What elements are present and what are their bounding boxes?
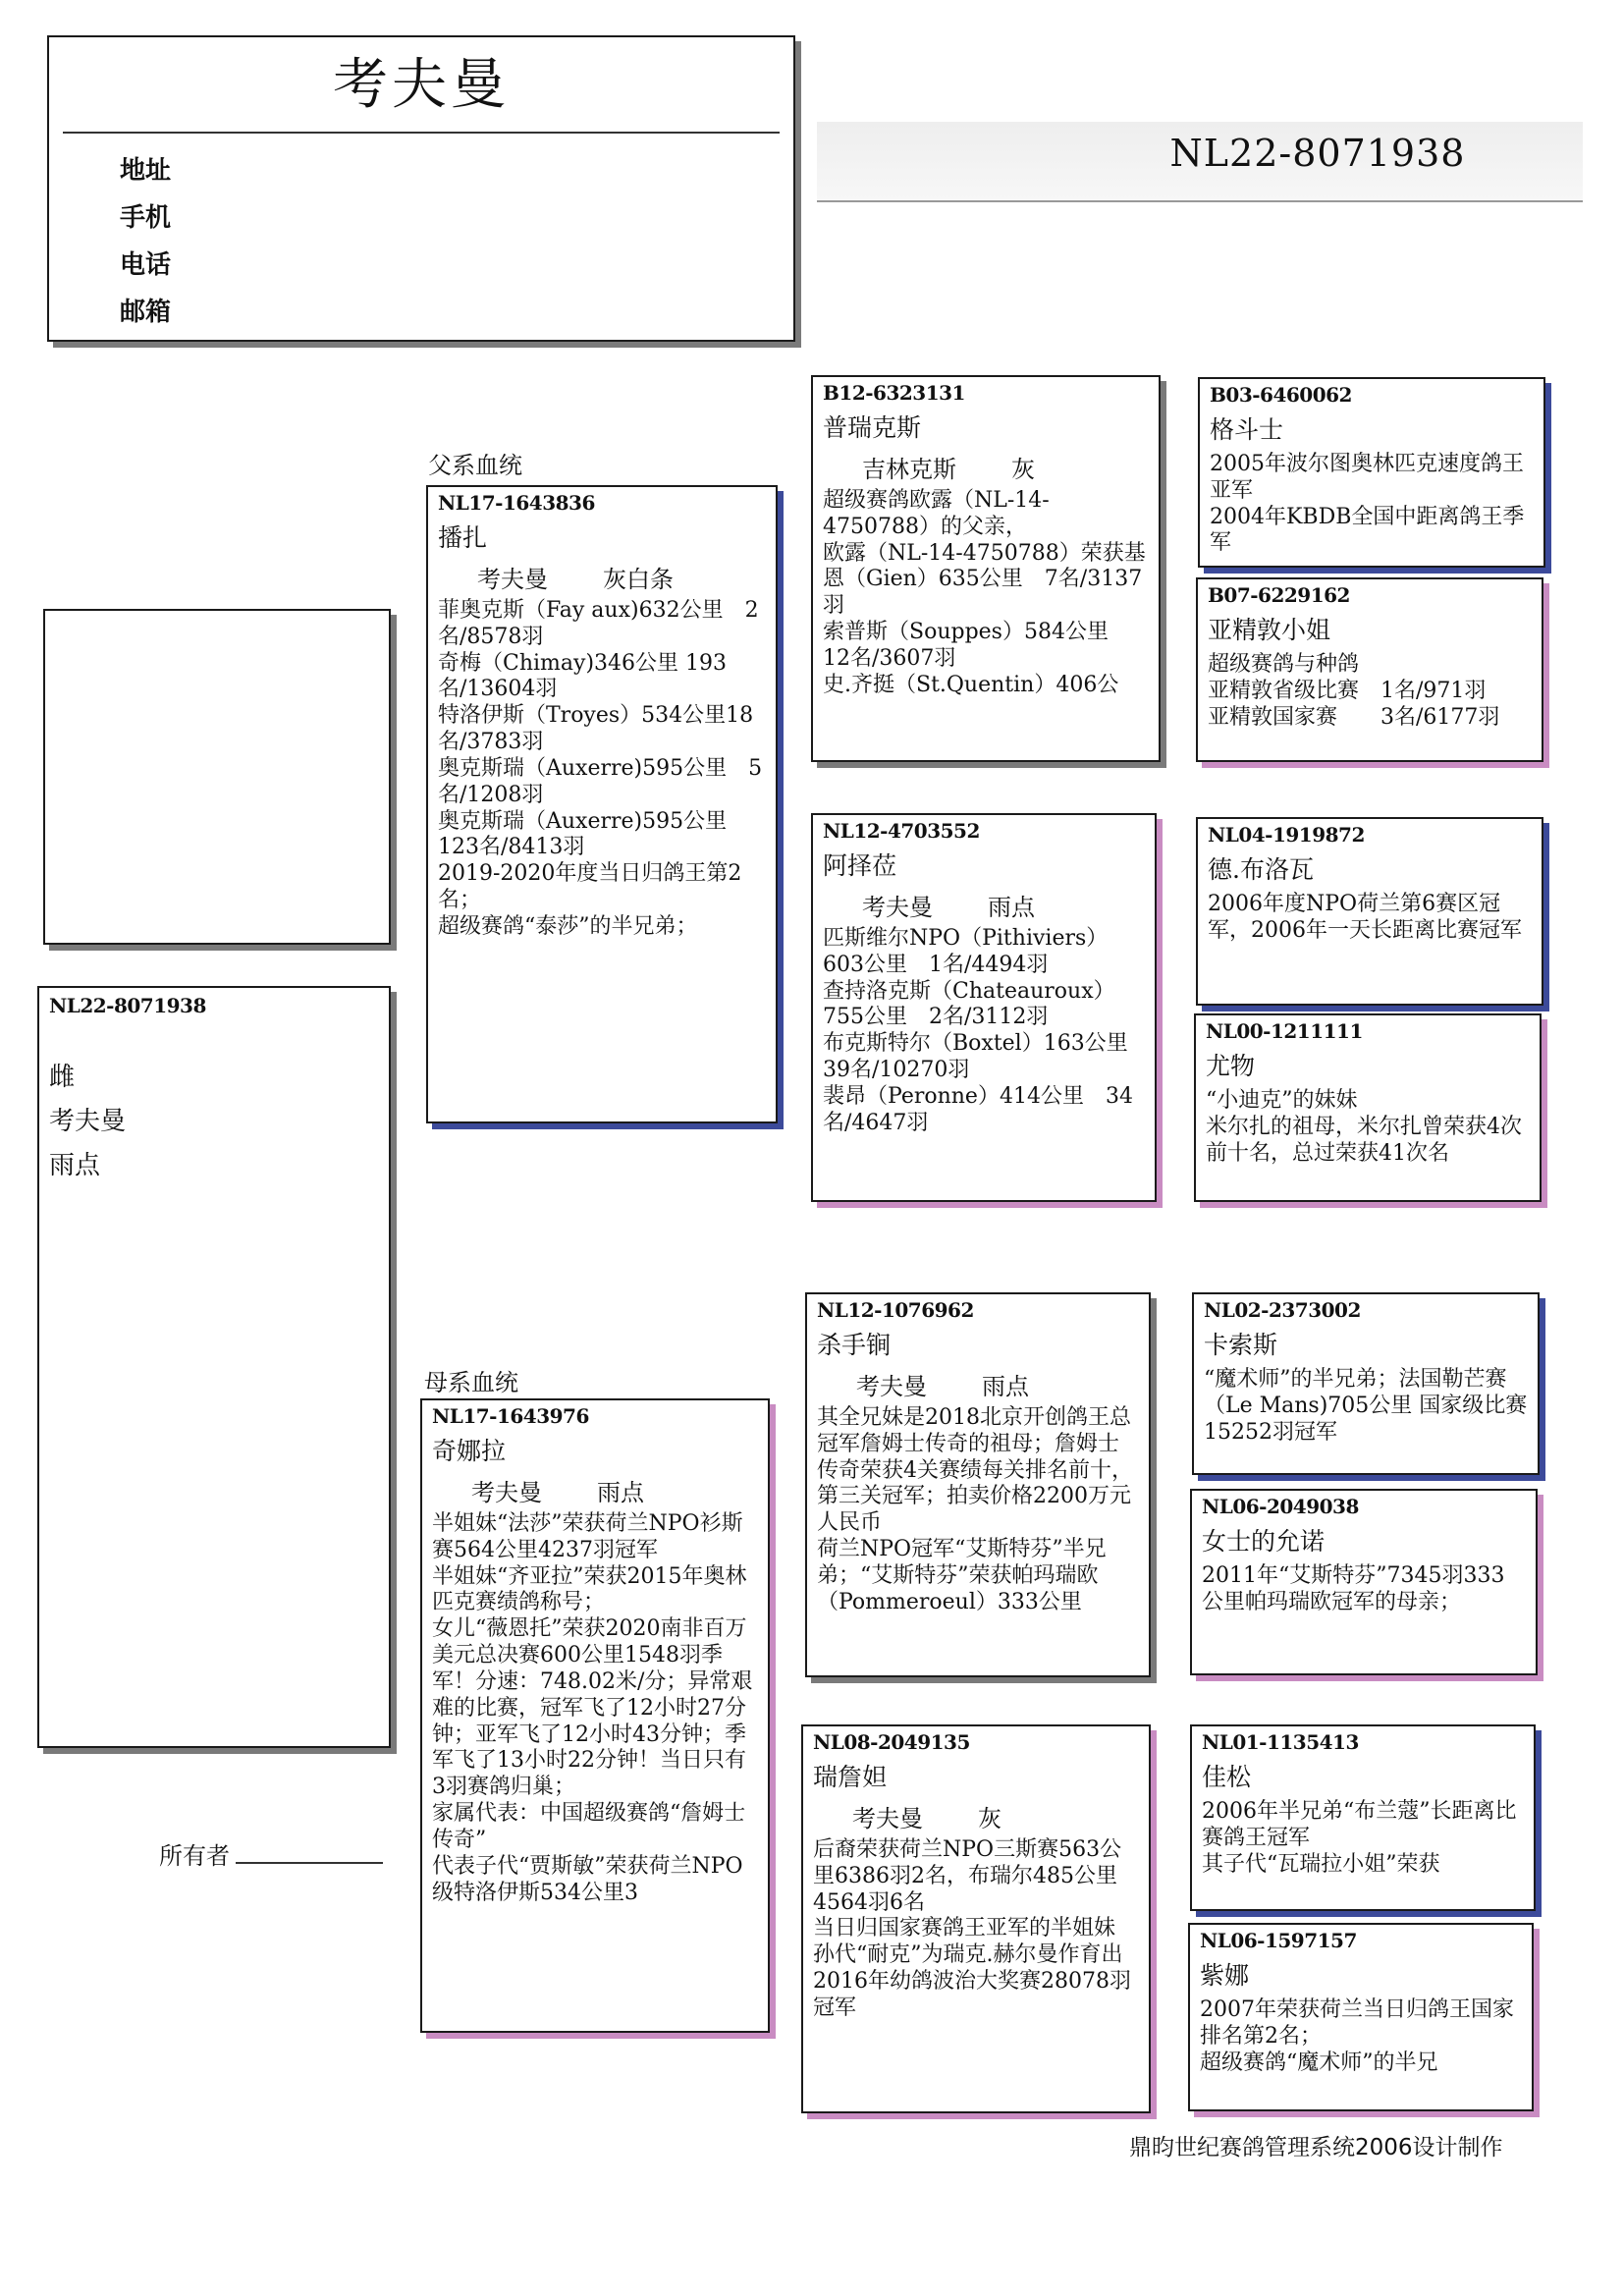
sire-note: 菲奥克斯（Fay aux)632公里 2名/8578羽 — [438, 598, 759, 649]
sire-dam-meta — [823, 888, 1145, 922]
subject-breeder: 考夫曼 — [49, 1107, 127, 1136]
dam-dam-name: 瑞詹妲 — [813, 1763, 888, 1791]
ssd-box — [1196, 577, 1543, 762]
dsd-box — [1190, 1489, 1538, 1675]
subject-pigeon-box — [37, 986, 391, 1748]
owner-name: 考夫曼 — [333, 53, 510, 117]
sss-note: 2005年波尔图奥林匹克速度鸽王亚军 — [1210, 452, 1524, 503]
owner-signature-line — [159, 1836, 383, 1871]
dds-ring: NL01-1135413 — [1202, 1730, 1359, 1754]
sire-sire-note: 超级赛鸽欧露（NL-14-4750788）的父亲， — [823, 488, 1050, 539]
ddd-box — [1188, 1923, 1534, 2111]
dam-dam-note: 后裔荣获荷兰NPO三斯赛563公里6386羽2名，布瑞尔485公里4564羽6名 — [813, 1837, 1122, 1915]
sire-sire-color: 灰 — [1011, 456, 1035, 483]
sire-box — [426, 485, 778, 1123]
sire-note: 奥克斯瑞（Auxerre)595公里 5名/1208羽 — [438, 755, 763, 807]
sds-ring: NL04-1919872 — [1208, 823, 1365, 847]
ssd-notes — [1208, 652, 1532, 731]
sds-name: 德.布洛瓦 — [1208, 855, 1314, 884]
dam-sire-notes — [817, 1405, 1139, 1616]
sdd-notes — [1206, 1088, 1530, 1167]
sire-sire-note: 索普斯（Souppes）584公里 12名/3607羽 — [823, 620, 1130, 671]
sire-dam-breeder: 考夫曼 — [862, 894, 933, 921]
dam-sire-ring: NL12-1076962 — [817, 1298, 974, 1322]
sire-sire-note: 欧露（NL-14-4750788）荣获基恩（Gien）635公里 7名/3137羽 — [823, 540, 1146, 619]
sire-dam-notes — [823, 926, 1150, 1137]
dam-dam-color: 灰 — [978, 1805, 1001, 1832]
dam-note: 半姐妹“法莎”荣获荷兰NPO衫斯赛564公里4237羽冠军 — [432, 1511, 743, 1562]
ddd-name: 紫娜 — [1200, 1961, 1250, 1990]
dds-notes — [1202, 1799, 1524, 1878]
dam-dam-breeder: 考夫曼 — [852, 1805, 923, 1832]
sire-dam-note: 匹斯维尔NPO（Pithiviers）603公里 1名/4494羽 — [823, 926, 1109, 977]
sdd-name: 尤物 — [1206, 1052, 1256, 1080]
dam-notes — [432, 1511, 758, 1906]
ddd-note: 2007年荣获荷兰当日归鸽王国家排名第2名； — [1200, 1997, 1514, 2049]
ddd-ring: NL06-1597157 — [1200, 1929, 1357, 1952]
email-label: 邮箱 — [120, 298, 172, 327]
dds-box — [1190, 1724, 1536, 1911]
sire-color: 灰白条 — [603, 566, 674, 593]
subject-color: 雨点 — [49, 1151, 101, 1180]
sire-dam-box — [811, 813, 1157, 1202]
ring-title-bar — [817, 122, 1583, 202]
pigeon-photo-frame — [43, 609, 391, 945]
owner-header-box — [47, 35, 795, 342]
dam-dam-meta — [813, 1799, 1139, 1833]
ddd-note: 超级赛鸽“魔术师”的半兄 — [1200, 2050, 1438, 2075]
dam-color: 雨点 — [597, 1479, 644, 1506]
sds-note: 2006年度NPO荷兰第6赛区冠军，2006年一天长距离比赛冠军 — [1208, 892, 1522, 943]
dds-note: 其子代“瓦瑞拉小姐”荣获 — [1202, 1851, 1440, 1877]
sss-box — [1198, 377, 1545, 568]
sss-name: 格斗士 — [1210, 415, 1284, 444]
sire-dam-note: 查持洛克斯（Chateauroux）755公里 2名/3112羽 — [823, 978, 1115, 1030]
sire-breeder: 考夫曼 — [477, 566, 548, 593]
sire-meta — [438, 560, 766, 594]
dam-breeder: 考夫曼 — [471, 1479, 542, 1506]
owner-blank — [236, 1842, 383, 1864]
mobile-label: 手机 — [120, 203, 172, 233]
dsd-ring: NL06-2049038 — [1202, 1495, 1359, 1518]
subject-ring: NL22-8071938 — [49, 994, 206, 1017]
sire-notes — [438, 598, 766, 941]
ddd-notes — [1200, 1997, 1522, 2076]
sire-sire-ring: B12-6323131 — [823, 381, 965, 405]
dsd-name: 女士的允诺 — [1202, 1527, 1326, 1556]
dam-dam-box — [801, 1724, 1151, 2113]
sire-note: 奇梅（Chimay)346公里 193名/13604羽 — [438, 650, 728, 702]
dam-sire-name: 杀手锏 — [817, 1331, 892, 1359]
sds-box — [1196, 817, 1543, 1006]
dds-name: 佳松 — [1202, 1763, 1252, 1791]
sss-notes — [1210, 452, 1534, 557]
sss-note: 2004年KBDB全国中距离鸽王季军 — [1210, 504, 1525, 556]
sire-sire-box — [811, 375, 1161, 762]
sdd-box — [1194, 1013, 1542, 1202]
dam-name: 奇娜拉 — [432, 1437, 507, 1465]
ssd-note: 亚精敦省级比赛 1名/971羽 — [1208, 678, 1487, 703]
sire-dam-note: 布克斯特尔（Boxtel）163公里 39名/10270羽 — [823, 1031, 1150, 1083]
sire-dam-name: 阿择莅 — [823, 851, 897, 880]
dam-sire-box — [805, 1292, 1151, 1677]
dss-box — [1192, 1292, 1540, 1475]
dsd-notes — [1202, 1563, 1526, 1616]
sire-dam-color: 雨点 — [988, 894, 1035, 921]
dam-sire-meta — [817, 1367, 1139, 1401]
dam-sire-breeder: 考夫曼 — [856, 1373, 927, 1400]
sire-ring: NL17-1643836 — [438, 491, 595, 515]
dam-line-label: 母系血统 — [424, 1369, 518, 1396]
sire-sire-meta — [823, 450, 1149, 484]
sire-name: 播扎 — [438, 523, 488, 552]
dam-box — [420, 1398, 770, 2033]
ssd-note: 超级赛鸽与种鸽 — [1208, 652, 1360, 677]
dam-meta — [432, 1473, 758, 1507]
sire-sire-name: 普瑞克斯 — [823, 413, 922, 442]
dam-dam-note: 孙代“耐克”为瑞克.赫尔曼作育出2016年幼鸽波治大奖赛28078羽冠军 — [813, 1942, 1131, 2020]
dss-ring: NL02-2373002 — [1204, 1298, 1361, 1322]
sire-dam-ring: NL12-4703552 — [823, 819, 980, 843]
address-label: 地址 — [120, 156, 172, 186]
sire-line-label: 父系血统 — [428, 452, 522, 479]
ssd-name: 亚精敦小姐 — [1208, 616, 1331, 644]
dsd-note: 2011年“艾斯特芬”7345羽333公里帕玛瑞欧冠军的母亲； — [1202, 1563, 1505, 1614]
sire-note: 2019-2020年度当日归鸽王第2名； — [438, 861, 742, 913]
dss-note: “魔术师”的半兄弟；法国勒芒赛（Le Mans)705公里 国家级比赛15252羽冠军 — [1204, 1367, 1528, 1445]
sds-notes — [1208, 892, 1532, 945]
dam-sire-note: 荷兰NPO冠军“艾斯特芬”半兄弟；“艾斯特芬”荣获帕玛瑞欧（Pommeroeul）333公里 — [817, 1537, 1107, 1614]
sire-sire-note: 史.齐挺（St.Quentin）406公 — [823, 672, 1119, 697]
dam-sire-note: 其全兄妹是2018北京开创鸽王总冠军詹姆士传奇的祖母；詹姆士传奇荣获4关赛绩每关排名前十，第三关冠军；拍卖价格2200万元人民币 — [817, 1405, 1133, 1536]
sdd-note: 米尔扎的祖母，米尔扎曾荣获4次前十名，总过荣获41次名 — [1206, 1114, 1522, 1166]
sdd-note: “小迪克”的妹妹 — [1206, 1088, 1358, 1113]
dss-notes — [1204, 1367, 1528, 1446]
dam-note: 女儿“薇恩托”荣获2020南非百万美元总决赛600公里1548羽季军！分速：748.02米/分；异常艰难的比赛，冠军飞了12小时27分钟；亚军飞了12小时43分钟；季军飞了13小时22分钟！当日只有3羽赛鸽归巢； — [432, 1616, 753, 1800]
dam-note: 家属代表：中国超级赛鸽“詹姆士传奇” — [432, 1801, 746, 1852]
sire-sire-notes — [823, 488, 1149, 699]
sire-note: 特洛伊斯（Troyes）534公里18名/3783羽 — [438, 703, 754, 755]
dam-note: 代表子代“贾斯敏”荣获荷兰NPO级特洛伊斯534公里3 — [432, 1853, 743, 1905]
dss-name: 卡索斯 — [1204, 1331, 1278, 1359]
dds-note: 2006年半兄弟“布兰蔻”长距离比赛鸽王冠军 — [1202, 1799, 1517, 1850]
footer-credit: 鼎昀世纪赛鸽管理系统2006设计制作 — [1129, 2135, 1503, 2160]
phone-label: 电话 — [120, 250, 172, 280]
subject-sex: 雌 — [49, 1063, 76, 1092]
owner-label: 所有者 — [159, 1842, 230, 1870]
dam-sire-color: 雨点 — [982, 1373, 1029, 1400]
dam-note: 半姐妹“齐亚拉”荣获2015年奥林匹克赛绩鸽称号； — [432, 1563, 747, 1615]
ssd-note: 亚精敦国家赛 3名/6177羽 — [1208, 704, 1500, 730]
dam-dam-notes — [813, 1837, 1139, 2022]
sss-ring: B03-6460062 — [1210, 383, 1352, 407]
ssd-ring: B07-6229162 — [1208, 583, 1350, 607]
pigeon-ring-number: NL22-8071938 — [1169, 132, 1466, 175]
dam-ring: NL17-1643976 — [432, 1404, 589, 1428]
sdd-ring: NL00-1211111 — [1206, 1019, 1363, 1043]
sire-dam-note: 裴昂（Peronne）414公里 34名/4647羽 — [823, 1083, 1133, 1135]
dam-dam-ring: NL08-2049135 — [813, 1730, 970, 1754]
sire-note: 超级赛鸽“泰莎”的半兄弟； — [438, 913, 698, 939]
dam-dam-note: 当日归国家赛鸽王亚军的半姐妹 — [813, 1916, 1116, 1941]
sire-note: 奥克斯瑞（Auxerre)595公里 123名/8413羽 — [438, 808, 749, 860]
sire-sire-breeder: 吉林克斯 — [862, 456, 956, 483]
